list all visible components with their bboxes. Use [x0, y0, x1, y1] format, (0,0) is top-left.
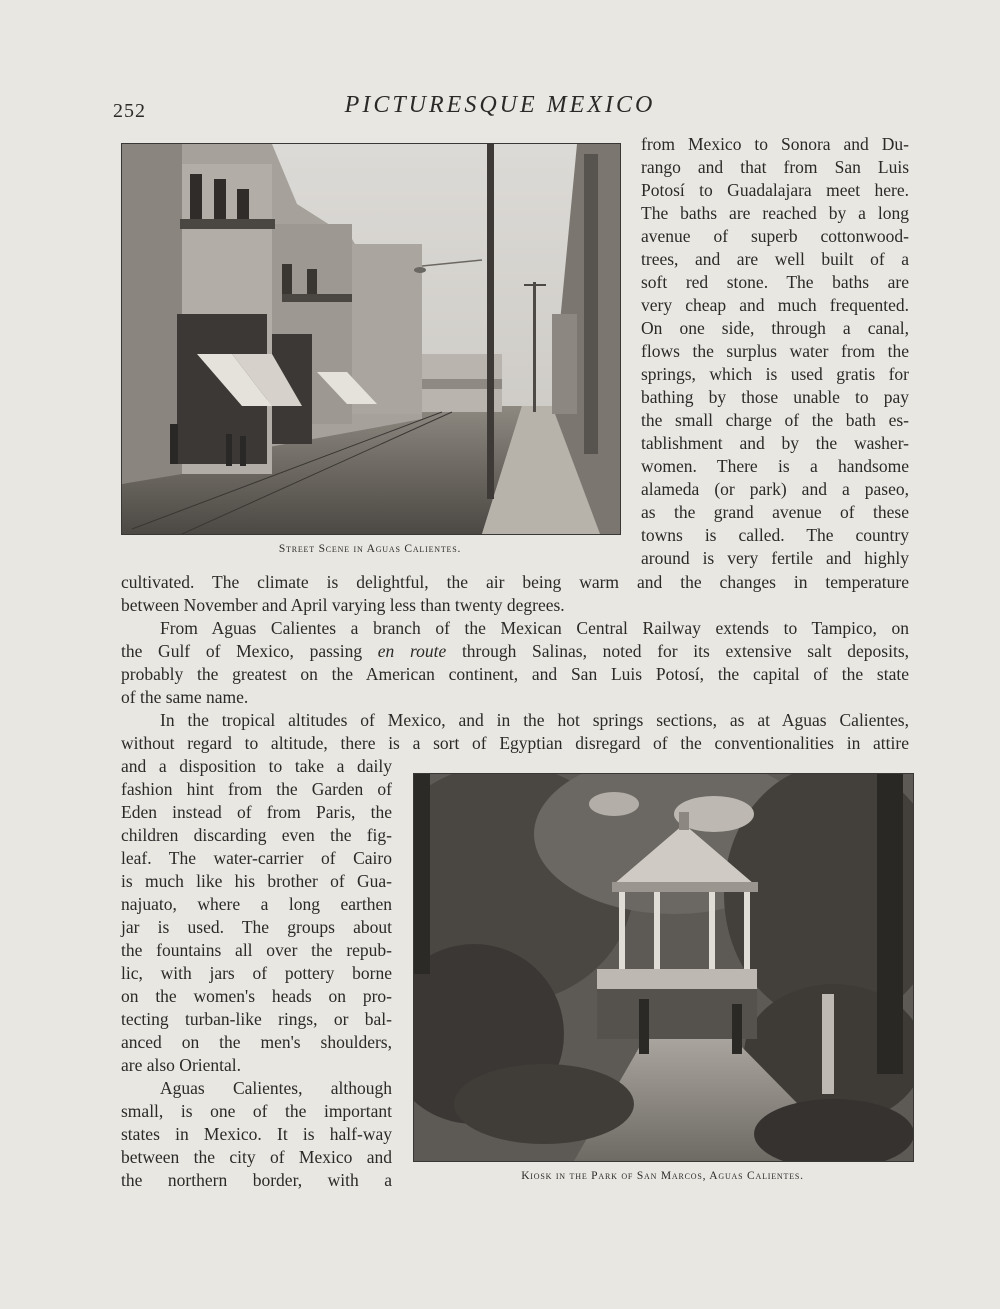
- text-line: The baths are reached by a long: [641, 203, 909, 223]
- street-scene-caption: Street Scene in Aguas Calientes.: [278, 543, 462, 555]
- street-scene-photo: [121, 143, 621, 535]
- running-head: PICTURESQUE MEXICO: [344, 92, 656, 118]
- text-line: the Gulf of Mexico, passing en route through Salinas, noted for its extensive salt deposits,: [121, 641, 910, 661]
- text-line: is much like his brother of Gua-: [121, 871, 392, 891]
- text-line: lic, with jars of pottery borne: [121, 963, 392, 983]
- text-line: between the city of Mexico and: [121, 1147, 392, 1167]
- text-line: Eden instead of from Paris, the: [121, 802, 392, 822]
- text-line: without regard to altitude, there is a sort of Egyptian disregard of the conventionalities in attire: [121, 733, 909, 753]
- text-line: In the tropical altitudes of Mexico, and in the hot springs sections, as at Aguas Calientes,: [160, 710, 909, 730]
- text-line: jar is used. The groups about: [121, 917, 392, 937]
- text-line: are also Oriental.: [121, 1055, 242, 1075]
- text-line: tecting turban-like rings, or bal-: [121, 1009, 392, 1029]
- text-line: alameda (or park) and a paseo,: [641, 479, 909, 499]
- text-line: from Mexico to Sonora and Du-: [641, 134, 909, 154]
- text-line: Potosí to Guadalajara meet here.: [641, 180, 909, 200]
- kiosk-photo: [413, 773, 914, 1162]
- text-line: tablishment and by the washer-: [641, 433, 909, 453]
- text-line: small, is one of the important: [121, 1101, 392, 1121]
- text-line: as the grand avenue of these: [641, 502, 909, 522]
- kiosk-caption: Kiosk in the Park of San Marcos, Aguas Calientes.: [521, 1170, 804, 1182]
- text-line: fashion hint from the Garden of: [121, 779, 392, 799]
- text-line: probably the greatest on the American continent, and San Luis Potosí, the capital of the state: [121, 664, 909, 684]
- text-line: flows the surplus water from the: [641, 341, 909, 361]
- text-line: the small charge of the bath es-: [641, 410, 909, 430]
- text-line: bathing by those unable to pay: [641, 387, 909, 407]
- text-line: towns is called. The country: [641, 525, 909, 545]
- text-line: From Aguas Calientes a branch of the Mexican Central Railway extends to Tampico, on: [160, 618, 909, 638]
- text-line: avenue of superb cottonwood-: [641, 226, 909, 246]
- text-line: najuato, where a long earthen: [121, 894, 392, 914]
- text-line: soft red stone. The baths are: [641, 272, 909, 292]
- text-line: the northern border, with a: [121, 1170, 392, 1190]
- text-line: Aguas Calientes, although: [160, 1078, 392, 1098]
- text-line: rango and that from San Luis: [641, 157, 909, 177]
- text-line: anced on the men's shoulders,: [121, 1032, 392, 1052]
- text-line: on the women's heads on pro-: [121, 986, 392, 1006]
- text-line: between November and April varying less than twenty degrees.: [121, 595, 565, 615]
- text-line: springs, which is used gratis for: [641, 364, 909, 384]
- text-line: of the same name.: [121, 687, 249, 707]
- text-line: leaf. The water-carrier of Cairo: [121, 848, 392, 868]
- text-line: On one side, through a canal,: [641, 318, 909, 338]
- text-line: very cheap and much frequented.: [641, 295, 909, 315]
- text-line: children discarding even the fig-: [121, 825, 392, 845]
- text-line: and a disposition to take a daily: [121, 756, 392, 776]
- text-line: the fountains all over the repub-: [121, 940, 392, 960]
- page-number: 252: [113, 100, 146, 122]
- text-line: trees, and are well built of a: [641, 249, 909, 269]
- text-line: states in Mexico. It is half-way: [121, 1124, 392, 1144]
- text-line: around is very fertile and highly: [641, 548, 909, 568]
- text-line: cultivated. The climate is delightful, the air being warm and the changes in temperature: [121, 572, 909, 592]
- text-line: women. There is a handsome: [641, 456, 909, 476]
